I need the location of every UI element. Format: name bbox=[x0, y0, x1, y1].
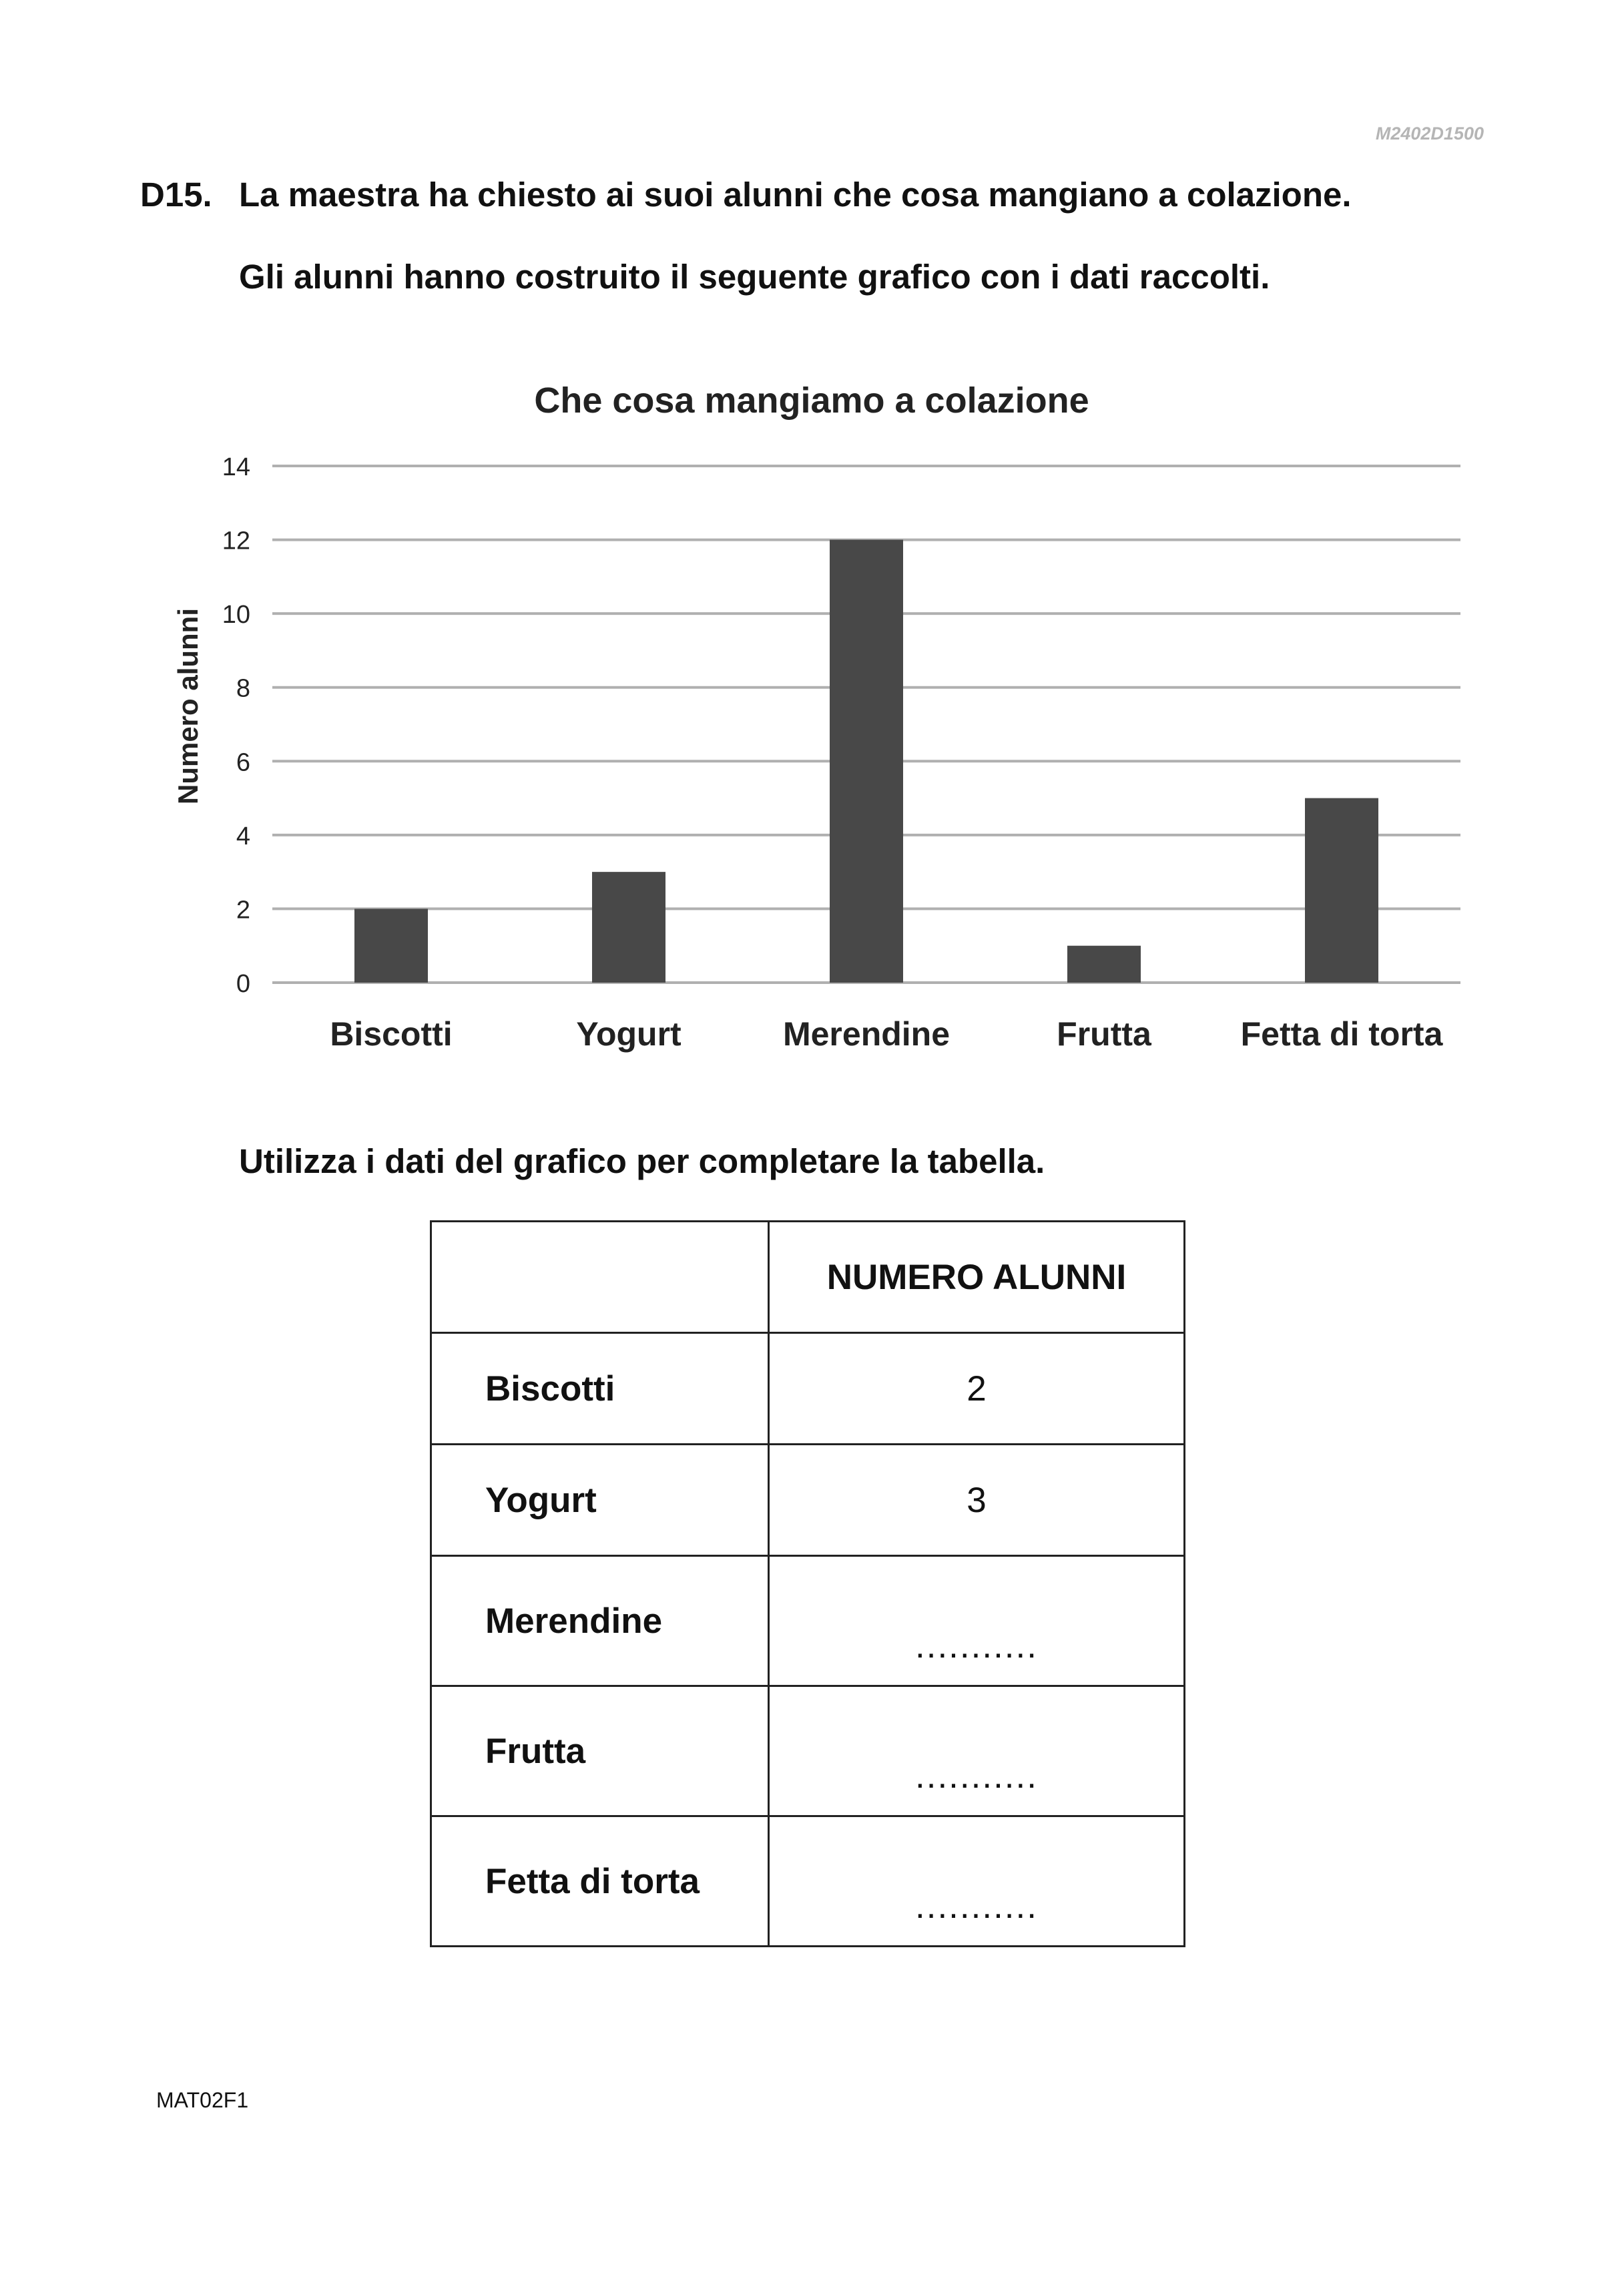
x-tick-label: Biscotti bbox=[330, 1015, 453, 1053]
question-text-line-1: La maestra ha chiesto ai suoi alunni che cosa mangiano a colazione. bbox=[239, 176, 1352, 214]
table-row bbox=[431, 1686, 1185, 1816]
chart-title: Che cosa mangiamo a colazione bbox=[534, 381, 1089, 421]
table-row-label: Fetta di torta bbox=[431, 1816, 769, 1947]
table-row-label: Merendine bbox=[431, 1556, 769, 1686]
table-row-value: 2 bbox=[769, 1333, 1185, 1445]
table-row-label: Frutta bbox=[431, 1686, 769, 1816]
y-tick-label: 6 bbox=[236, 748, 250, 777]
table-row-value: 3 bbox=[769, 1445, 1185, 1556]
table-row bbox=[431, 1445, 1185, 1556]
answer-blank-frutta[interactable]: ........... bbox=[769, 1686, 1185, 1816]
x-tick-label: Frutta bbox=[1057, 1015, 1151, 1053]
y-tick-label: 12 bbox=[222, 527, 250, 555]
table-instruction: Utilizza i dati del grafico per completare la tabella. bbox=[239, 1142, 1045, 1180]
answer-blank-fetta-di-torta[interactable]: ........... bbox=[769, 1816, 1185, 1947]
bar-frutta bbox=[1067, 946, 1141, 983]
answer-table bbox=[430, 1220, 1185, 1947]
table-row bbox=[431, 1816, 1185, 1947]
bar-biscotti bbox=[354, 909, 428, 983]
table-row bbox=[431, 1333, 1185, 1445]
table-row-label: Yogurt bbox=[431, 1445, 769, 1556]
bar-fetta-di-torta bbox=[1305, 798, 1378, 983]
table-header-numero-alunni: NUMERO ALUNNI bbox=[769, 1222, 1185, 1333]
bar-yogurt bbox=[592, 872, 665, 983]
y-tick-label: 4 bbox=[236, 822, 250, 850]
question-text-line-2: Gli alunni hanno costruito il seguente grafico con i dati raccolti. bbox=[239, 258, 1270, 296]
bar-merendine bbox=[830, 540, 903, 983]
y-tick-label: 8 bbox=[236, 674, 250, 703]
y-tick-label: 10 bbox=[222, 601, 250, 629]
x-tick-label: Merendine bbox=[782, 1015, 951, 1053]
table-header-row bbox=[431, 1222, 1185, 1333]
y-tick-label: 0 bbox=[236, 970, 250, 998]
x-tick-label: Yogurt bbox=[576, 1015, 682, 1053]
bar-chart-svg bbox=[0, 0, 1624, 1101]
table-row-label: Biscotti bbox=[431, 1333, 769, 1445]
footer-code: MAT02F1 bbox=[156, 2088, 249, 2112]
answer-blank-merendine[interactable]: ........... bbox=[769, 1556, 1185, 1686]
y-tick-label: 2 bbox=[236, 896, 250, 925]
x-tick-label: Fetta di torta bbox=[1240, 1015, 1443, 1053]
y-tick-label: 14 bbox=[222, 453, 250, 481]
question-number: D15. bbox=[140, 176, 212, 214]
chart-y-axis-label: Numero alunni bbox=[172, 607, 204, 805]
table-row bbox=[431, 1556, 1185, 1686]
item-code: M2402D1500 bbox=[1375, 123, 1484, 144]
bar-chart bbox=[0, 0, 1624, 1101]
table-header-empty-cell bbox=[431, 1222, 769, 1333]
